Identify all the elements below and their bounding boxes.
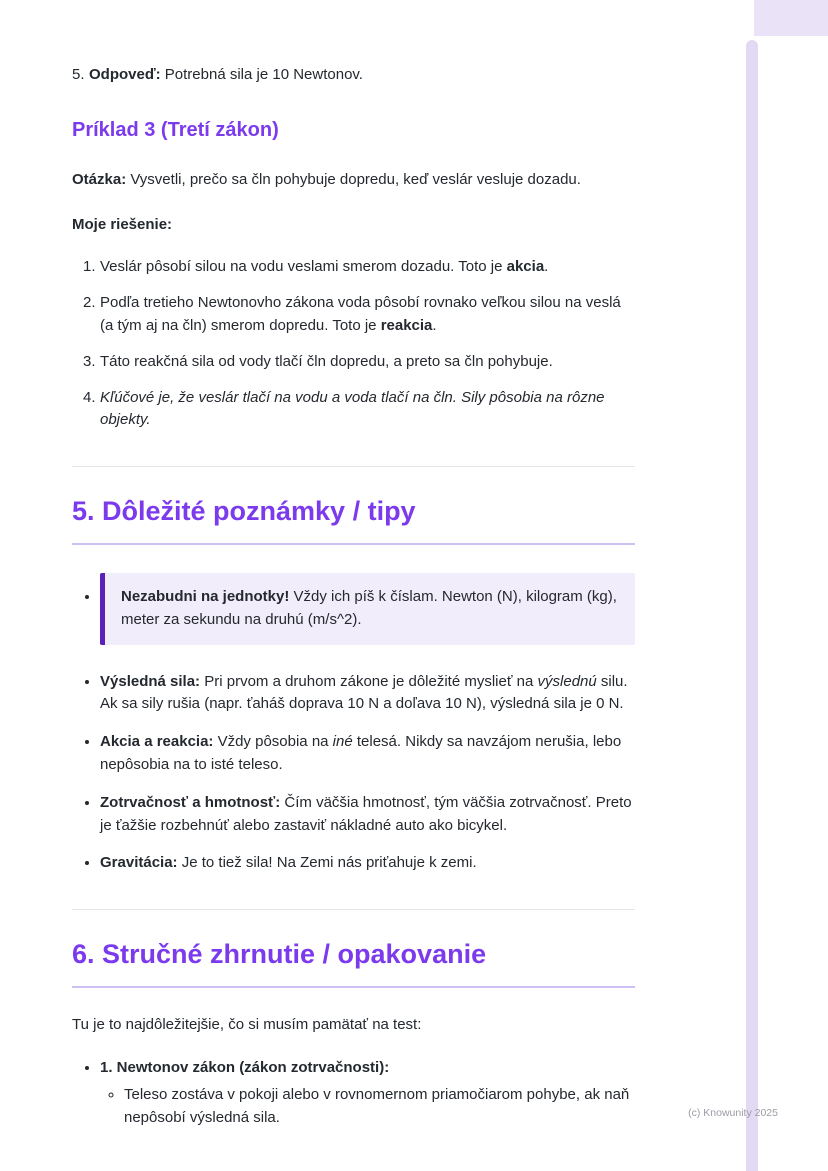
- tip-label: Akcia a reakcia:: [100, 733, 214, 751]
- tip-text-italic: výslednú: [537, 672, 597, 690]
- step-text: [100, 292, 635, 338]
- list-item: [83, 256, 635, 279]
- step-text-bold: akcia: [506, 258, 545, 276]
- section6-heading: 6. Stručné zhrnutie / opakovanie: [72, 938, 635, 988]
- tip-text-post: telesá. Nikdy sa navzájom nerušia, lebo nepôsobia na to isté teleso.: [100, 733, 622, 773]
- tips-list: [72, 671, 635, 876]
- tip-text-pre: Je to tiež sila! Na Zemi nás priťahuje k zemi.: [177, 854, 477, 872]
- law-sublist: [100, 1084, 635, 1130]
- list-item: [100, 852, 635, 875]
- step-text: [100, 256, 635, 279]
- question-label: Otázka:: [72, 170, 127, 188]
- step-number: 4.: [83, 388, 96, 406]
- step-text: [100, 351, 635, 374]
- step-number: 3.: [83, 352, 96, 370]
- step-text-pre: Veslár pôsobí silou na vodu veslami smerom dozadu. Toto je: [100, 258, 507, 276]
- solution-label: Moje riešenie:: [72, 215, 173, 233]
- list-item: [83, 292, 635, 338]
- corner-decoration: [754, 0, 828, 36]
- list-item: [100, 573, 635, 645]
- step-text-italic: Kľúčové je, že veslár tlačí na vodu a voda tlačí na čln. Sily pôsobia na rôzne objekty.: [100, 388, 605, 429]
- section5-heading: 5. Dôležité poznámky / tipy: [72, 495, 635, 545]
- notes-content: [72, 0, 635, 1130]
- summary-intro: Tu je to najdôležitejšie, čo si musím pamätať na test:: [72, 1015, 422, 1033]
- tip-text-pre: Vždy pôsobia na: [213, 733, 333, 751]
- tip-label: Zotrvačnosť a hmotnosť:: [100, 793, 281, 811]
- answer-number: 5.: [72, 66, 85, 83]
- callout-box: [100, 573, 635, 645]
- footer-credit: (c) Knowunity 2025: [688, 1107, 778, 1119]
- list-item: [100, 792, 635, 838]
- step-number: 2.: [83, 294, 96, 312]
- answer-value: Potrebná sila je 10 Newtonov.: [160, 66, 363, 83]
- tip-text-italic: iné: [332, 733, 353, 751]
- step-text-pre: Podľa tretieho Newtonovho zákona voda pôsobí rovnako veľkou silou na veslá (a tým aj na čln) smerom dopredu. Toto je: [100, 294, 621, 334]
- step-text-pre: Táto reakčná sila od vody tlačí čln dopredu, a preto sa čln pohybuje.: [100, 352, 553, 370]
- list-item: [100, 671, 635, 717]
- step-text-post: .: [544, 258, 549, 276]
- step-number: 1.: [83, 258, 96, 276]
- answer-text: [89, 64, 635, 87]
- step-text: [100, 387, 635, 433]
- tip-text-post: silu. Ak sa sily rušia (napr. ťaháš doprava 10 N a doľava 10 N), výsledná sila je 0 N.: [100, 672, 628, 713]
- tip-label: Výsledná sila:: [100, 672, 201, 690]
- list-item: [100, 1057, 635, 1130]
- law-sub-text: Teleso zostáva v pokoji alebo v rovnomernom priamočiarom pohybe, ak naň nepôsobí výsledná sila.: [124, 1086, 630, 1127]
- answer-item: [72, 64, 635, 87]
- list-item: [124, 1084, 635, 1130]
- step-text-post: .: [432, 316, 437, 334]
- list-item: [100, 731, 635, 777]
- section-divider: [72, 909, 635, 910]
- summary-list: [72, 1057, 635, 1130]
- solution-steps-list: [72, 256, 635, 432]
- list-item: [83, 387, 635, 433]
- question-text: Vysvetli, prečo sa čln pohybuje dopredu, keď veslár vesluje dozadu.: [126, 170, 581, 188]
- callout-bold: Nezabudni na jednotky!: [121, 587, 290, 605]
- law-title: 1. Newtonov zákon (zákon zotrvačnosti):: [100, 1058, 390, 1076]
- question-line: [72, 169, 635, 192]
- callout-list: [72, 573, 635, 645]
- tip-label: Gravitácia:: [100, 854, 178, 872]
- step-text-bold: reakcia: [380, 316, 433, 334]
- list-item: [83, 351, 635, 374]
- page-edge-stripe: [746, 40, 758, 1171]
- example3-heading: Príklad 3 (Tretí zákon): [72, 118, 279, 141]
- tip-text-pre: Pri prvom a druhom zákone je dôležité myslieť na: [200, 672, 538, 690]
- answer-label: Odpoveď:: [89, 66, 161, 83]
- section-divider: [72, 466, 635, 467]
- tip-text-pre: Čím väčšia hmotnosť, tým väčšia zotrvačnosť. Preto je ťažšie rozbehnúť alebo zastaviť nákladné auto ako bicykel.: [100, 793, 632, 834]
- callout-text: Vždy ich píš k číslam. Newton (N), kilogram (kg), meter za sekundu na druhú (m/s^2).: [121, 587, 617, 628]
